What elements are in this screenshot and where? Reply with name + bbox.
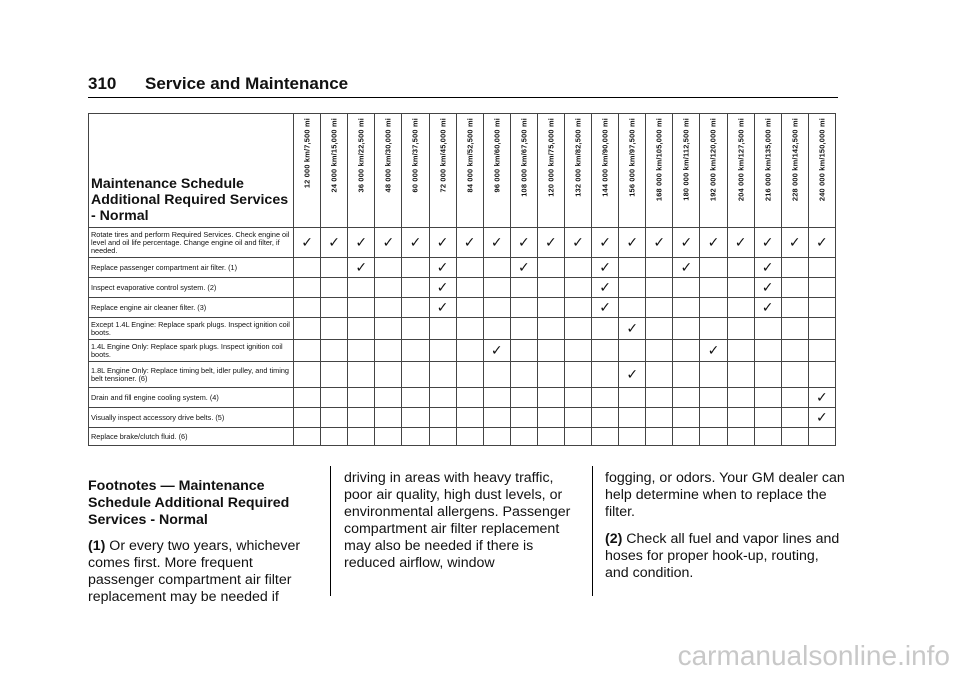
empty-cell — [321, 362, 348, 388]
empty-cell — [429, 388, 456, 408]
empty-cell — [592, 362, 619, 388]
interval-column-header — [619, 114, 646, 228]
empty-cell — [321, 340, 348, 362]
check-mark-icon: ✓ — [673, 258, 700, 278]
empty-cell — [646, 298, 673, 318]
empty-cell — [537, 362, 564, 388]
empty-cell — [673, 362, 700, 388]
table-row — [89, 298, 836, 318]
empty-cell — [483, 428, 510, 446]
empty-cell — [402, 318, 429, 340]
table-row — [89, 428, 836, 446]
empty-cell — [375, 258, 402, 278]
interval-label: 24 000 km/15,000 mi — [329, 118, 339, 193]
empty-cell — [348, 298, 375, 318]
empty-cell — [619, 408, 646, 428]
empty-cell — [673, 298, 700, 318]
empty-cell — [592, 388, 619, 408]
check-mark-icon: ✓ — [646, 228, 673, 258]
check-mark-icon: ✓ — [619, 318, 646, 340]
empty-cell — [456, 318, 483, 340]
check-mark-icon: ✓ — [754, 298, 781, 318]
empty-cell — [727, 340, 754, 362]
empty-cell — [754, 362, 781, 388]
empty-cell — [456, 362, 483, 388]
empty-cell — [564, 388, 591, 408]
empty-cell — [700, 258, 727, 278]
footnotes-column-3 — [605, 470, 845, 582]
interval-label: 108 000 km/67,500 mi — [519, 118, 529, 197]
check-mark-icon: ✓ — [727, 228, 754, 258]
table-row — [89, 278, 836, 298]
footnote-text: Check all fuel and vapor lines and hoses for proper hook-up, routing, and condition. — [605, 531, 840, 581]
empty-cell — [564, 408, 591, 428]
empty-cell — [673, 388, 700, 408]
empty-cell — [456, 258, 483, 278]
empty-cell — [510, 408, 537, 428]
interval-column-header — [808, 114, 835, 228]
empty-cell — [673, 318, 700, 340]
empty-cell — [592, 318, 619, 340]
empty-cell — [564, 340, 591, 362]
interval-column-header — [727, 114, 754, 228]
empty-cell — [646, 278, 673, 298]
empty-cell — [808, 298, 835, 318]
check-mark-icon: ✓ — [592, 228, 619, 258]
footnotes-column-1 — [88, 478, 312, 606]
check-mark-icon: ✓ — [781, 228, 808, 258]
interval-label: 228 000 km/142,500 mi — [790, 118, 800, 202]
interval-column-header — [429, 114, 456, 228]
interval-label: 168 000 km/105,000 mi — [654, 118, 664, 202]
check-mark-icon: ✓ — [429, 278, 456, 298]
interval-column-header — [564, 114, 591, 228]
empty-cell — [294, 258, 321, 278]
service-label: Visually inspect accessory drive belts. (5) — [89, 408, 294, 428]
empty-cell — [348, 362, 375, 388]
column-divider — [592, 466, 593, 596]
empty-cell — [483, 318, 510, 340]
empty-cell — [781, 362, 808, 388]
empty-cell — [375, 318, 402, 340]
empty-cell — [564, 258, 591, 278]
footnotes-column-2 — [344, 470, 584, 572]
empty-cell — [429, 362, 456, 388]
check-mark-icon: ✓ — [375, 228, 402, 258]
check-mark-icon: ✓ — [808, 228, 835, 258]
service-label: Drain and fill engine cooling system. (4) — [89, 388, 294, 408]
interval-column-header — [646, 114, 673, 228]
interval-column-header — [348, 114, 375, 228]
interval-label: 12 000 km/7,500 mi — [302, 118, 312, 189]
empty-cell — [294, 318, 321, 340]
interval-column-header — [483, 114, 510, 228]
check-mark-icon: ✓ — [808, 408, 835, 428]
empty-cell — [321, 428, 348, 446]
empty-cell — [754, 428, 781, 446]
check-mark-icon: ✓ — [619, 362, 646, 388]
footnote-1 — [88, 538, 312, 606]
service-label: 1.8L Engine Only: Replace timing belt, idler pulley, and timing belt tensioner. (6) — [89, 362, 294, 388]
empty-cell — [808, 340, 835, 362]
empty-cell — [781, 388, 808, 408]
check-mark-icon: ✓ — [429, 298, 456, 318]
empty-cell — [754, 318, 781, 340]
empty-cell — [781, 428, 808, 446]
empty-cell — [294, 340, 321, 362]
empty-cell — [456, 278, 483, 298]
empty-cell — [727, 278, 754, 298]
empty-cell — [646, 362, 673, 388]
empty-cell — [727, 428, 754, 446]
table-row — [89, 228, 836, 258]
empty-cell — [294, 428, 321, 446]
empty-cell — [646, 428, 673, 446]
empty-cell — [537, 318, 564, 340]
empty-cell — [781, 298, 808, 318]
empty-cell — [483, 258, 510, 278]
check-mark-icon: ✓ — [483, 228, 510, 258]
check-mark-icon: ✓ — [429, 228, 456, 258]
check-mark-icon: ✓ — [456, 228, 483, 258]
check-mark-icon: ✓ — [321, 228, 348, 258]
empty-cell — [727, 388, 754, 408]
empty-cell — [754, 388, 781, 408]
empty-cell — [700, 408, 727, 428]
empty-cell — [483, 408, 510, 428]
interval-column-header — [375, 114, 402, 228]
empty-cell — [294, 298, 321, 318]
empty-cell — [619, 340, 646, 362]
watermark: carmanualsonline.info — [677, 640, 950, 671]
empty-cell — [321, 318, 348, 340]
interval-label: 132 000 km/82,500 mi — [573, 118, 583, 197]
empty-cell — [429, 428, 456, 446]
empty-cell — [564, 362, 591, 388]
interval-label: 192 000 km/120,000 mi — [708, 118, 718, 202]
empty-cell — [483, 388, 510, 408]
footnote-text: Or every two years, whichever comes first. More frequent passenger compartment air filter replacement may be needed if — [88, 538, 301, 605]
empty-cell — [456, 298, 483, 318]
check-mark-icon: ✓ — [510, 258, 537, 278]
empty-cell — [619, 258, 646, 278]
interval-label: 96 000 km/60,000 mi — [492, 118, 502, 193]
check-mark-icon: ✓ — [700, 340, 727, 362]
empty-cell — [754, 340, 781, 362]
empty-cell — [537, 278, 564, 298]
empty-cell — [348, 340, 375, 362]
empty-cell — [564, 278, 591, 298]
table-body — [89, 228, 836, 446]
check-mark-icon: ✓ — [808, 388, 835, 408]
service-label: Inspect evaporative control system. (2) — [89, 278, 294, 298]
interval-column-header — [537, 114, 564, 228]
empty-cell — [294, 278, 321, 298]
table-header-row — [89, 114, 836, 228]
empty-cell — [727, 362, 754, 388]
table-row — [89, 258, 836, 278]
empty-cell — [754, 408, 781, 428]
footnote-continued-text: driving in areas with heavy traffic, poor air quality, high dust levels, or environmental allergens. Passenger compartment air filter replacement may also be needed if there is reduced airflow, window — [344, 470, 571, 571]
footnotes-title: Footnotes — Maintenance Schedule Additional Required Services - Normal — [88, 478, 290, 528]
empty-cell — [646, 318, 673, 340]
empty-cell — [673, 428, 700, 446]
interval-label: 156 000 km/97,500 mi — [627, 118, 637, 197]
interval-column-header — [321, 114, 348, 228]
empty-cell — [402, 258, 429, 278]
check-mark-icon: ✓ — [754, 258, 781, 278]
interval-label: 60 000 km/37,500 mi — [410, 118, 420, 193]
empty-cell — [510, 388, 537, 408]
check-mark-icon: ✓ — [564, 228, 591, 258]
empty-cell — [646, 258, 673, 278]
interval-column-header — [510, 114, 537, 228]
interval-column-header — [294, 114, 321, 228]
empty-cell — [321, 388, 348, 408]
service-label: Except 1.4L Engine: Replace spark plugs. Inspect ignition coil boots. — [89, 318, 294, 340]
service-label: Rotate tires and perform Required Services. Check engine oil level and oil life percentage. Change engine oil and filter, if needed. — [89, 228, 294, 258]
empty-cell — [537, 408, 564, 428]
empty-cell — [510, 428, 537, 446]
empty-cell — [673, 408, 700, 428]
empty-cell — [483, 298, 510, 318]
empty-cell — [375, 298, 402, 318]
empty-cell — [781, 408, 808, 428]
interval-column-header — [592, 114, 619, 228]
service-label: Replace passenger compartment air filter. (1) — [89, 258, 294, 278]
empty-cell — [619, 388, 646, 408]
check-mark-icon: ✓ — [700, 228, 727, 258]
service-label: Replace brake/clutch fluid. (6) — [89, 428, 294, 446]
check-mark-icon: ✓ — [754, 278, 781, 298]
check-mark-icon: ✓ — [619, 228, 646, 258]
empty-cell — [700, 362, 727, 388]
check-mark-icon: ✓ — [402, 228, 429, 258]
empty-cell — [592, 408, 619, 428]
empty-cell — [700, 318, 727, 340]
empty-cell — [375, 428, 402, 446]
empty-cell — [375, 278, 402, 298]
empty-cell — [375, 388, 402, 408]
empty-cell — [727, 318, 754, 340]
check-mark-icon: ✓ — [510, 228, 537, 258]
empty-cell — [429, 408, 456, 428]
empty-cell — [646, 408, 673, 428]
empty-cell — [619, 278, 646, 298]
empty-cell — [537, 258, 564, 278]
empty-cell — [402, 408, 429, 428]
empty-cell — [592, 340, 619, 362]
interval-column-header — [456, 114, 483, 228]
empty-cell — [321, 258, 348, 278]
interval-column-header — [402, 114, 429, 228]
empty-cell — [294, 388, 321, 408]
empty-cell — [510, 318, 537, 340]
check-mark-icon: ✓ — [592, 298, 619, 318]
empty-cell — [727, 258, 754, 278]
empty-cell — [348, 428, 375, 446]
table-row — [89, 340, 836, 362]
empty-cell — [700, 298, 727, 318]
maintenance-schedule-table — [88, 113, 836, 446]
empty-cell — [456, 428, 483, 446]
interval-label: 48 000 km/30,000 mi — [383, 118, 393, 193]
interval-label: 216 000 km/135,000 mi — [763, 118, 773, 202]
empty-cell — [483, 362, 510, 388]
empty-cell — [808, 318, 835, 340]
check-mark-icon: ✓ — [294, 228, 321, 258]
empty-cell — [510, 340, 537, 362]
empty-cell — [510, 362, 537, 388]
check-mark-icon: ✓ — [592, 258, 619, 278]
column-divider — [330, 466, 331, 596]
interval-label: 120 000 km/75,000 mi — [546, 118, 556, 197]
empty-cell — [321, 278, 348, 298]
table-row — [89, 362, 836, 388]
empty-cell — [294, 362, 321, 388]
interval-column-header — [781, 114, 808, 228]
empty-cell — [348, 318, 375, 340]
empty-cell — [646, 340, 673, 362]
empty-cell — [402, 278, 429, 298]
empty-cell — [781, 318, 808, 340]
empty-cell — [781, 278, 808, 298]
interval-label: 180 000 km/112,500 mi — [681, 118, 691, 201]
check-mark-icon: ✓ — [483, 340, 510, 362]
empty-cell — [510, 278, 537, 298]
interval-label: 84 000 km/52,500 mi — [465, 118, 475, 193]
interval-label: 72 000 km/45,000 mi — [438, 118, 448, 193]
empty-cell — [483, 278, 510, 298]
page-number: 310 — [88, 74, 117, 93]
empty-cell — [321, 408, 348, 428]
empty-cell — [781, 340, 808, 362]
service-label: Replace engine air cleaner filter. (3) — [89, 298, 294, 318]
check-mark-icon: ✓ — [348, 228, 375, 258]
service-label: 1.4L Engine Only: Replace spark plugs. Inspect ignition coil boots. — [89, 340, 294, 362]
section-title: Service and Maintenance — [145, 74, 349, 93]
empty-cell — [700, 388, 727, 408]
check-mark-icon: ✓ — [348, 258, 375, 278]
empty-cell — [564, 428, 591, 446]
interval-column-header — [700, 114, 727, 228]
empty-cell — [619, 428, 646, 446]
footnote-number: (2) — [605, 531, 623, 547]
page-header — [88, 70, 838, 98]
empty-cell — [375, 340, 402, 362]
empty-cell — [429, 340, 456, 362]
empty-cell — [402, 298, 429, 318]
footnote-2 — [605, 531, 845, 582]
empty-cell — [646, 388, 673, 408]
empty-cell — [294, 408, 321, 428]
table-row — [89, 318, 836, 340]
empty-cell — [321, 298, 348, 318]
empty-cell — [673, 340, 700, 362]
empty-cell — [564, 298, 591, 318]
empty-cell — [537, 388, 564, 408]
empty-cell — [808, 428, 835, 446]
check-mark-icon: ✓ — [673, 228, 700, 258]
empty-cell — [510, 298, 537, 318]
interval-column-header — [754, 114, 781, 228]
interval-label: 36 000 km/22,500 mi — [356, 118, 366, 193]
empty-cell — [348, 278, 375, 298]
footnote-continued-text: fogging, or odors. Your GM dealer can help determine when to replace the filter. — [605, 470, 845, 520]
empty-cell — [375, 362, 402, 388]
empty-cell — [537, 428, 564, 446]
table-row — [89, 408, 836, 428]
empty-cell — [727, 408, 754, 428]
table-title: Maintenance Schedule Additional Required Services - Normal — [89, 114, 294, 228]
empty-cell — [402, 340, 429, 362]
empty-cell — [619, 298, 646, 318]
empty-cell — [564, 318, 591, 340]
empty-cell — [456, 388, 483, 408]
interval-label: 204 000 km/127,500 mi — [736, 118, 746, 202]
empty-cell — [673, 278, 700, 298]
empty-cell — [348, 408, 375, 428]
empty-cell — [808, 362, 835, 388]
empty-cell — [537, 340, 564, 362]
empty-cell — [429, 318, 456, 340]
check-mark-icon: ✓ — [592, 278, 619, 298]
empty-cell — [456, 408, 483, 428]
check-mark-icon: ✓ — [429, 258, 456, 278]
interval-label: 144 000 km/90,000 mi — [600, 118, 610, 197]
empty-cell — [700, 278, 727, 298]
empty-cell — [700, 428, 727, 446]
interval-label: 240 000 km/150,000 mi — [817, 118, 827, 202]
interval-column-header — [673, 114, 700, 228]
footnote-number: (1) — [88, 538, 106, 554]
empty-cell — [402, 428, 429, 446]
check-mark-icon: ✓ — [754, 228, 781, 258]
empty-cell — [592, 428, 619, 446]
empty-cell — [808, 278, 835, 298]
empty-cell — [375, 408, 402, 428]
empty-cell — [348, 388, 375, 408]
empty-cell — [808, 258, 835, 278]
empty-cell — [537, 298, 564, 318]
empty-cell — [402, 388, 429, 408]
empty-cell — [727, 298, 754, 318]
check-mark-icon: ✓ — [537, 228, 564, 258]
empty-cell — [402, 362, 429, 388]
empty-cell — [781, 258, 808, 278]
empty-cell — [456, 340, 483, 362]
table-row — [89, 388, 836, 408]
